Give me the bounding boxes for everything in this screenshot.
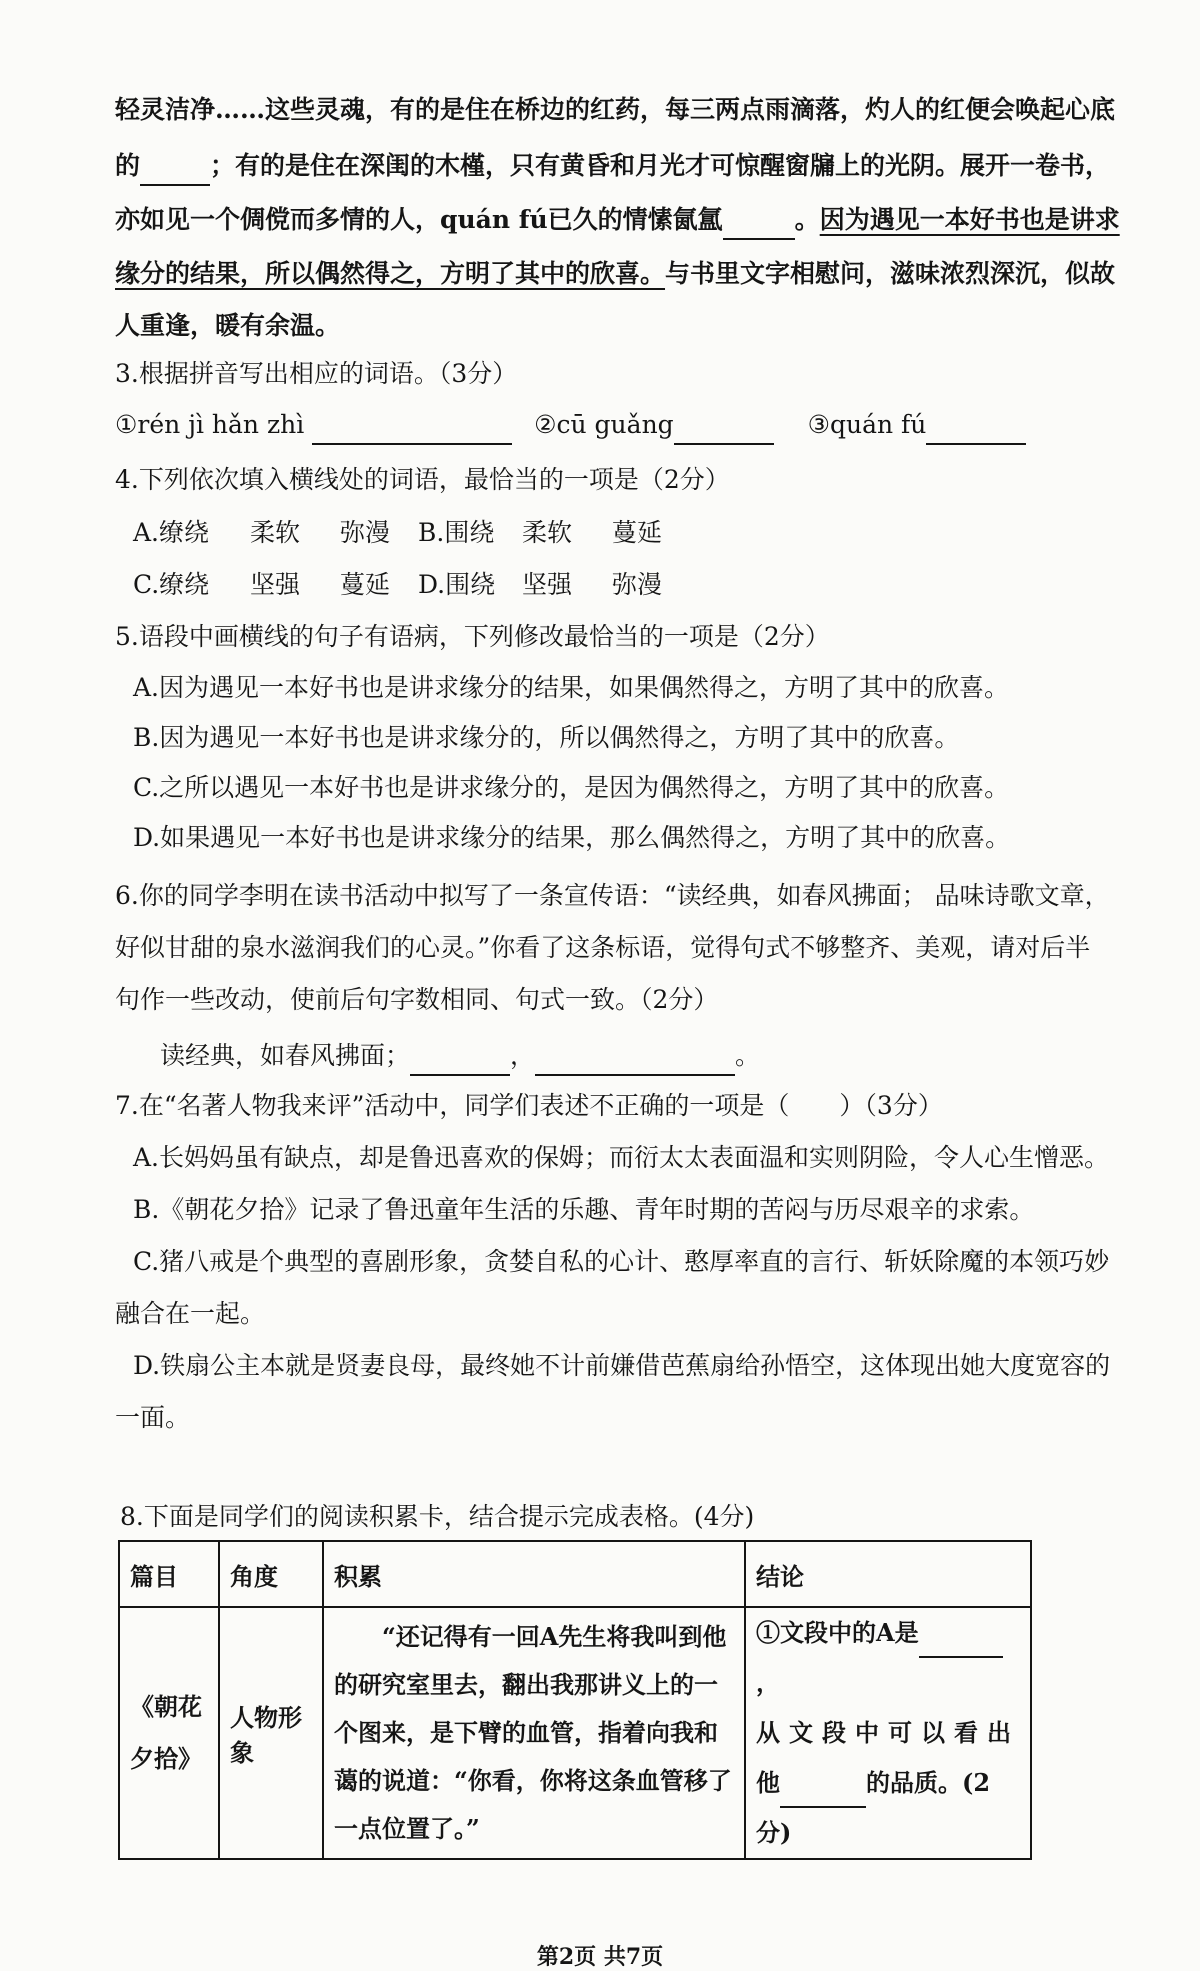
q5-option-c[interactable]: C.之所以遇见一本好书也是讲求缘分的，是因为偶然得之，方明了其中的欣喜。 <box>133 773 1010 802</box>
passage-line-1: 轻灵洁净……这些灵魂，有的是住在桥边的红药，每三两点雨滴落，灼人的红便会唤起心底 <box>115 95 1116 124</box>
option-word: 弥漫 <box>340 518 391 547</box>
answer-blank-2[interactable] <box>674 415 774 445</box>
underlined-sentence: 因为遇见一本好书也是讲求 <box>819 205 1120 234</box>
passage-line-2 <box>115 146 1125 186</box>
q7-option-c[interactable]: C.猪八戒是个典型的喜剧形象，贪婪自私的心计、憨厚率直的言行、斩妖除魔的本领巧妙 <box>133 1247 1110 1276</box>
underlined-sentence: 缘分的结果，所以偶然得之，方明了其中的欣喜。 <box>115 259 666 288</box>
option-word: 柔软 <box>522 518 573 547</box>
option-word: 坚强 <box>522 570 573 599</box>
passage-line-3 <box>115 200 1125 240</box>
answer-blank-a[interactable] <box>410 1046 510 1076</box>
q3-stem: 3.根据拼音写出相应的词语。（3分） <box>115 359 518 388</box>
answer-blank-d[interactable] <box>780 1778 866 1808</box>
answer-blank-b[interactable] <box>535 1046 735 1076</box>
option-word: 蔓延 <box>340 570 391 599</box>
q8-stem: 8.下面是同学们的阅读积累卡，结合提示完成表格。(4分) <box>120 1502 755 1531</box>
q7-option-c-cont: 融合在一起。 <box>115 1299 266 1328</box>
cell-angle: 人物形象 <box>219 1607 323 1859</box>
cell-quote: “还记得有一回A先生将我叫到他的研究室里去，翻出我那讲义上的一个图来，是下臂的血管，指着向我和蔼的说道：“你看，你将这条血管移了一点位置了。” <box>323 1607 745 1859</box>
option-word: C.缭绕 <box>133 570 210 599</box>
fill-blank-1[interactable] <box>140 156 210 186</box>
conclusion-text: 从文段中可以看出 <box>756 1718 1020 1747</box>
reading-card-table <box>118 1540 1032 1860</box>
q3-answers <box>115 405 1125 445</box>
table-header-row <box>119 1541 1031 1607</box>
header-title: 篇目 <box>119 1541 219 1607</box>
q7-option-d[interactable]: D.铁扇公主本就是贤妻良母，最终她不计前嫌借芭蕉扇给孙悟空，这体现出她大度宽容的 <box>133 1351 1111 1380</box>
option-word: 柔软 <box>250 518 301 547</box>
passage-line-5: 人重逢，暖有余温。 <box>115 311 341 340</box>
option-word: 弥漫 <box>612 570 663 599</box>
option-word: A.缭绕 <box>133 518 210 547</box>
fill-blank-2[interactable] <box>723 210 795 240</box>
q7-option-d-cont: 一面。 <box>115 1403 191 1432</box>
q5-option-d[interactable]: D.如果遇见一本好书也是讲求缘分的结果，那么偶然得之，方明了其中的欣喜。 <box>133 823 1011 852</box>
pinyin-3: ③quán fú <box>807 410 927 439</box>
q7-stem: 7.在“名著人物我来评”活动中，同学们表述不正确的一项是（ ）（3分） <box>115 1091 943 1120</box>
q6-line-1: 6.你的同学李明在读书活动中拟写了一条宣传语：“读经典，如春风拂面； 品味诗歌文章， <box>115 881 1110 910</box>
q7-option-b[interactable]: B.《朝花夕拾》记录了鲁迅童年生活的乐趣、青年时期的苦闷与历尽艰辛的求索。 <box>133 1195 1035 1224</box>
conclusion-text: 他 <box>756 1768 780 1797</box>
option-word: 坚强 <box>250 570 301 599</box>
header-accumulation: 积累 <box>323 1541 745 1607</box>
header-conclusion: 结论 <box>745 1541 1031 1607</box>
q5-stem: 5.语段中画横线的句子有语病，下列修改最恰当的一项是（2分） <box>115 622 830 651</box>
passage-text: 与书里文字相慰问，滋味浓烈深沉，似故 <box>665 259 1116 288</box>
header-angle: 角度 <box>219 1541 323 1607</box>
cell-title: 《朝花夕拾》 <box>119 1607 219 1859</box>
pinyin-1: ①rén jì hǎn zhì <box>115 410 305 439</box>
punctuation: ， <box>756 1668 780 1697</box>
q5-option-b[interactable]: B.因为遇见一本好书也是讲求缘分的，所以偶然得之，方明了其中的欣喜。 <box>133 723 960 752</box>
cell-conclusion <box>745 1607 1031 1859</box>
q7-option-a[interactable]: A.长妈妈虽有缺点，却是鲁迅喜欢的保姆；而衍太太表面温和实则阴险，令人心生憎恶。 <box>133 1143 1110 1172</box>
option-word: B.围绕 <box>418 518 495 547</box>
passage-line-4 <box>115 254 1125 294</box>
answer-blank-1[interactable] <box>312 415 512 445</box>
q6-line-2: 好似甘甜的泉水滋润我们的心灵。”你看了这条标语，觉得句式不够整齐、美观，请对后半 <box>115 933 1091 962</box>
q4-stem: 4.下列依次填入横线处的词语，最恰当的一项是（2分） <box>115 465 730 494</box>
conclusion-text: 的品质。(2分) <box>756 1768 991 1847</box>
conclusion-text: ①文段中的A是 <box>756 1618 919 1647</box>
pinyin-2: ②cū guǎng <box>534 410 674 439</box>
q5-option-a[interactable]: A.因为遇见一本好书也是讲求缘分的结果，如果偶然得之，方明了其中的欣喜。 <box>133 673 1010 702</box>
passage-text: 的 <box>115 151 141 180</box>
q6-line-3: 句作一些改动，使前后句字数相同、句式一致。（2分） <box>115 985 719 1014</box>
option-word: 蔓延 <box>612 518 663 547</box>
punctuation: 。 <box>735 1041 761 1070</box>
option-word: D.围绕 <box>418 570 496 599</box>
q6-answer-line <box>160 1036 1170 1076</box>
punctuation: ， <box>510 1041 536 1070</box>
passage-text: 。 <box>794 205 820 234</box>
answer-blank-3[interactable] <box>926 415 1026 445</box>
passage-text: ；有的是住在深闺的木槿，只有黄昏和月光才可惊醒窗牖上的光阴。展开一卷书， <box>210 151 1111 180</box>
answer-blank-c[interactable] <box>919 1628 1003 1658</box>
table-row <box>119 1607 1031 1859</box>
passage-text: 亦如见一个倜傥而多情的人，quán fú已久的情愫氤氲 <box>115 205 723 234</box>
answer-prefix: 读经典，如春风拂面； <box>160 1041 411 1070</box>
page-number: 第2页 共7页 <box>536 1944 664 1970</box>
